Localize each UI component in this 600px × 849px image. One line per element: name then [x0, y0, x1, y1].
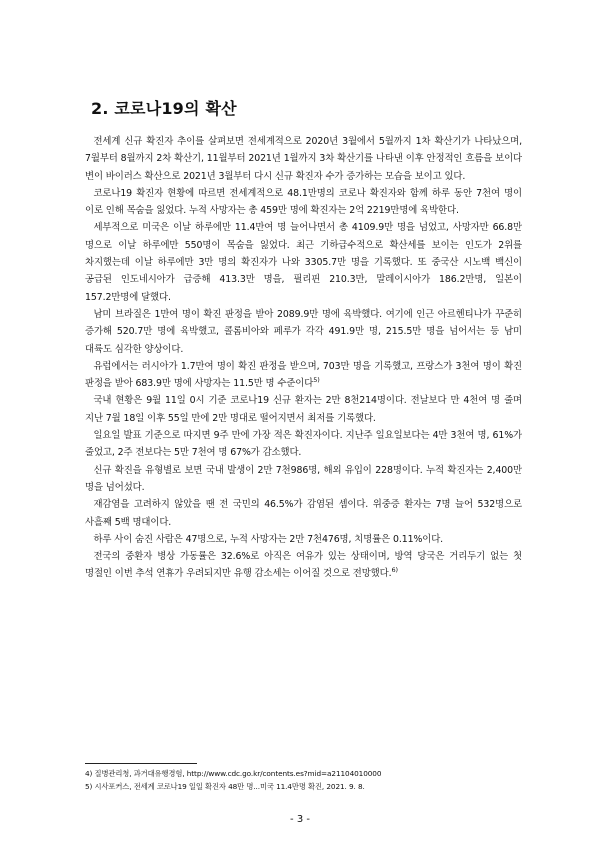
paragraph-case-types — [85, 462, 522, 497]
paragraph-text: 국내 현황은 9월 11일 0시 기준 코로나19 신규 환자는 2만 8천214명이다. 전날보다 만 4천여 명 줄며 지난 7월 18일 이후 55일 만에 2만 명대로 떨어지면서 최저를 기록했다. — [85, 395, 522, 424]
paragraph-icu-outlook — [85, 548, 522, 583]
paragraph-infection-rate — [85, 496, 522, 531]
paragraph-text: 신규 확진을 유형별로 보면 국내 발생이 2만 7천986명, 해외 유입이 228명이다. 누적 확진자는 2,400만 명을 넘어섰다. — [85, 464, 522, 493]
paragraph-text: 코로나19 확진자 현황에 따르면 전세계적으로 48.1만명의 코로나 확진자와 함께 하루 동안 7천여 명이 이로 인해 목숨을 잃었다. 누적 사망자는 총 459만 명에 확진자는 2억 2219만명에 육박한다. — [85, 187, 522, 217]
footnote-divider — [85, 763, 197, 764]
footnote-reference: 6) — [391, 566, 398, 575]
paragraph-country-details — [85, 219, 522, 305]
section-heading: 2. 코로나19의 확산 — [91, 99, 237, 118]
paragraph-text: 하루 사이 숨진 사람은 47명으로, 누적 사망자는 2만 7천476명, 치명률은 0.11%이다. — [93, 533, 444, 545]
footnote-item: 5) 시사포커스, 전세계 코로나19 일일 확진자 48만 명...미국 11.4만명 확진, 2021. 9. 8. — [85, 781, 365, 791]
paragraph-global-trend — [85, 133, 522, 185]
paragraph-deaths — [85, 531, 522, 548]
paragraph-domestic-status — [85, 392, 522, 427]
body-text — [85, 133, 522, 583]
paragraph-sunday-comparison — [85, 427, 522, 462]
paragraph-global-status — [85, 185, 522, 220]
paragraph-text: 전국의 중환자 병상 가동률은 32.6%로 아직은 여유가 있는 상태이며, 방역 당국은 거리두기 없는 첫 명절인 이번 추석 연휴가 우려되지만 유행 감소세는 이어질 것으로 전망했다. — [85, 551, 522, 580]
paragraph-text: 세부적으로 미국은 이날 하루에만 11.4만여 명 늘어나면서 총 4109.9만 명을 넘었고, 사망자만 66.8만 명으로 이날 하루에만 550명이 목숨을 잃었다. 최근 기하급수적으로 확산세를 보이는 인도가 2위를 차지했는데 이날 하루에만 3만 명의 확진자가 나와 3305.7만 명을 기록했다. 또 중국산 시노백 백신이 공급된 인도네시아가 급증해 413.3만 명을, 필리핀 210.3만, 말레이시아가 186.2만명, 일본이 157.2만명에 달했다. — [85, 222, 522, 303]
page-number: - 3 - — [290, 814, 310, 825]
paragraph-text: 유럽에서는 러시아가 1.7만여 명이 확진 판정을 받으며, 703만 명을 기록했고, 프랑스가 3천여 명이 확진 판정을 받아 683.9만 명에 사망자는 11.5만 명 수준이다 — [85, 360, 522, 390]
footnote-item: 4) 질병관리청, 과거대유행경험, http://www.cdc.go.kr/contents.es?mid=a21104010000 — [85, 769, 382, 778]
footnotes — [85, 768, 522, 793]
paragraph-europe — [85, 358, 522, 393]
paragraph-text: 전세계 신규 확진자 추이를 살펴보면 전세계적으로 2020년 3월에서 5월까지 1차 확산기가 나타났으며, 7월부터 8월까지 2차 확산기, 11월부터 2021년 1월까지 3차 확산기를 나타낸 이후 안정적인 흐름을 보이다 변이 바이러스 확산으로 2021년 3월부터 다시 신규 확진자 수가 증가하는 모습을 보이고 있다. — [85, 136, 522, 182]
paragraph-south-america — [85, 306, 522, 358]
paragraph-text: 남미 브라질은 1만여 명이 확진 판정을 받아 2089.9만 명에 육박했다. 여기에 인근 아르헨티나가 꾸준히 증가해 520.7만 명에 육박했고, 콜롬비아와 페루가 각각 491.9만 명, 215.5만 명을 넘어서는 등 남미 대륙도 심각한 양상이다. — [85, 308, 522, 355]
paragraph-text: 재감염을 고려하지 않았을 땐 전 국민의 46.5%가 감염된 셈이다. 위중증 환자는 7명 늘어 532명으로 사흘째 5백 명대이다. — [85, 499, 522, 528]
footnote-reference: 5) — [313, 376, 320, 385]
paragraph-text: 일요일 발표 기준으로 따지면 9주 만에 가장 적은 확진자이다. 지난주 일요일보다는 4만 3천여 명, 61%가 줄었고, 2주 전보다는 5만 7천여 명 67%가 감소했다. — [85, 430, 522, 459]
